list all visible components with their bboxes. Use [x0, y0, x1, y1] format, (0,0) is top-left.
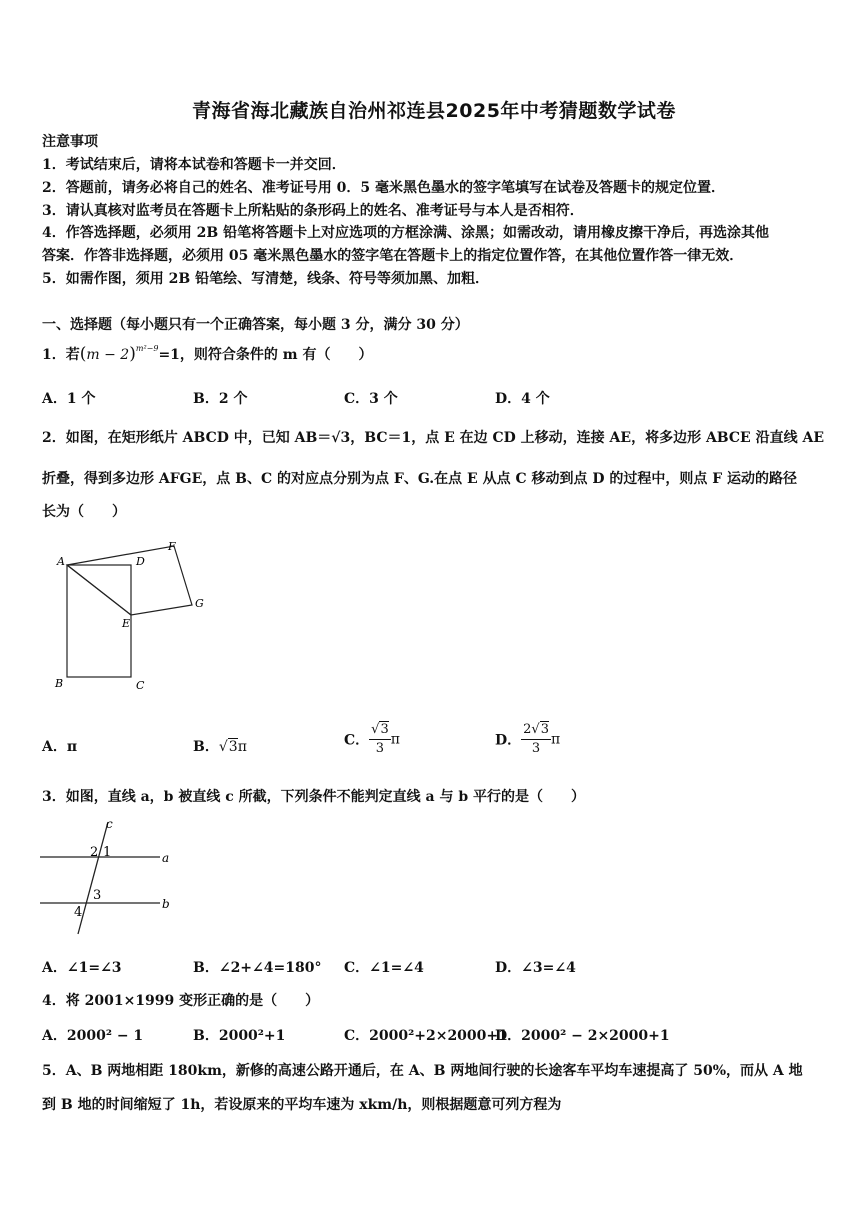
notice-item: 5．如需作图，须用 2B 铅笔绘、写清楚，线条、符号等须加黑、加粗． — [42, 271, 490, 287]
notice-item: 4．作答选择题，必须用 2B 铅笔将答题卡上对应选项的方框涂满、涂黑；如需改动，请用橡皮擦干净后，再选涂其他 — [42, 225, 770, 241]
label-a: a — [162, 851, 170, 865]
q2-d-pi: π — [551, 731, 561, 748]
label-a: A — [57, 555, 65, 568]
angle-3-label: 3 — [93, 888, 102, 903]
q2-c-pi: π — [390, 731, 400, 748]
label-b: B — [55, 677, 64, 690]
q3-figure — [38, 812, 178, 940]
notice-heading: 注意事项 — [42, 134, 98, 150]
q4-option-c[interactable]: C．2000²+2×2000+1 — [344, 1028, 508, 1044]
q4-option-d[interactable]: D．2000² − 2×2000+1 — [495, 1028, 670, 1044]
angle-4-label: 4 — [74, 905, 83, 920]
section-heading: 一、选择题（每小题只有一个正确答案，每小题 3 分，满分 30 分） — [42, 317, 469, 333]
q2-c-denominator: 3 — [375, 741, 385, 756]
q2-b-radicand: 3 — [228, 739, 238, 755]
q3-text: 3．如图，直线 a，b 被直线 c 所截，下列条件不能判定直线 a 与 b 平行的是（ ） — [42, 789, 585, 805]
q2-option-d[interactable] — [495, 721, 560, 758]
line-c — [78, 822, 108, 934]
q3-option-a[interactable]: A．∠1=∠3 — [42, 960, 122, 976]
label-b: b — [162, 897, 170, 911]
q2-d-coefficient: 2 — [523, 722, 532, 737]
question-1: 1．若$(m - 2)^{m^2-9}=1$，则符合条件的 m 有（ ） — [42, 344, 373, 364]
label-d: D — [136, 555, 145, 568]
q2-line-2: 折叠，得到多边形 AFGE，点 B、C 的对应点分别为点 F、G.在点 E 从点 C 移动到点 D 的过程中，则点 F 运动的路径 — [42, 471, 798, 487]
q1-option-b[interactable]: B．2 个 — [193, 391, 248, 407]
q1-option-d[interactable]: D．4 个 — [495, 391, 550, 407]
q1-exponent: m²−9 — [135, 344, 159, 353]
q2-d-numerator: 3 — [540, 722, 549, 737]
q2-line-1: 2．如图，在矩形纸片 ABCD 中，已知 AB＝√3，BC＝1，点 E 在边 CD 上移动，连接 AE，将多边形 ABCE 沿直线 AE — [42, 430, 824, 446]
q2-b-label: B． — [193, 739, 219, 755]
q3-option-c[interactable]: C．∠1=∠4 — [344, 960, 424, 976]
notice-item: 答案．作答非选择题，必须用 05 毫米黑色墨水的签字笔在答题卡上的指定位置作答，在其他位置作答一律无效． — [42, 248, 744, 264]
q3-option-d[interactable]: D．∠3=∠4 — [495, 960, 576, 976]
q5-line-1: 5．A、B 两地相距 180km，新修的高速公路开通后，在 A、B 两地间行驶的长途客车平均车速提高了 50%，而从 A 地 — [42, 1063, 803, 1079]
polygon-afge — [67, 546, 192, 615]
q2-figure — [50, 535, 220, 695]
q2-option-c[interactable] — [344, 721, 400, 758]
q1-option-a[interactable]: A．1 个 — [42, 391, 96, 407]
q2-option-a[interactable]: A．π — [42, 739, 78, 755]
q1-suffix: =1，则符合条件的 m 有（ ） — [158, 347, 373, 363]
q2-b-pi: π — [237, 739, 247, 755]
q2-d-fraction: $\frac{2√3}{3}$ — [523, 722, 549, 756]
q2-line-3: 长为（ ） — [42, 504, 126, 520]
q2-c-fraction: $\frac{√3}{3}$ — [371, 722, 389, 756]
q1-prefix: 1．若 — [42, 347, 80, 363]
q2-c-label: C． — [344, 732, 370, 749]
q3-option-b[interactable]: B．∠2+∠4=180° — [193, 960, 322, 976]
label-c: c — [106, 817, 113, 831]
angle-2-label: 2 — [90, 845, 99, 860]
q2-option-b[interactable]: B．√3π — [193, 739, 247, 755]
notice-item: 2．答题前，请务必将自己的姓名、准考证号用 0．5 毫米黑色墨水的签字笔填写在试卷及答题卡的规定位置． — [42, 180, 725, 196]
label-g: G — [195, 597, 204, 610]
q4-option-a[interactable]: A．2000² − 1 — [42, 1028, 144, 1044]
notice-item: 3．请认真核对监考员在答题卡上所粘贴的条形码上的姓名、准考证号与本人是否相符． — [42, 203, 584, 219]
label-c: C — [136, 679, 145, 692]
label-e: E — [122, 617, 131, 630]
q4-option-b[interactable]: B．2000²+1 — [193, 1028, 286, 1044]
q1-option-c[interactable]: C．3 个 — [344, 391, 398, 407]
page-title: 青海省海北藏族自治州祁连县2025年中考猜题数学试卷 — [192, 100, 676, 122]
angle-1-label: 1 — [103, 845, 112, 860]
q4-text: 4．将 2001×1999 变形正确的是（ ） — [42, 993, 320, 1009]
notice-item: 1．考试结束后，请将本试卷和答题卡一并交回． — [42, 157, 346, 173]
q5-line-2: 到 B 地的时间缩短了 1h，若设原来的平均车速为 xkm/h，则根据题意可列方程为 — [42, 1097, 562, 1113]
q2-c-numerator: 3 — [380, 722, 389, 737]
q1-base: m − 2 — [86, 347, 130, 363]
q2-d-label: D． — [495, 732, 522, 749]
q2-d-denominator: 3 — [531, 741, 541, 756]
label-f: F — [168, 540, 176, 553]
